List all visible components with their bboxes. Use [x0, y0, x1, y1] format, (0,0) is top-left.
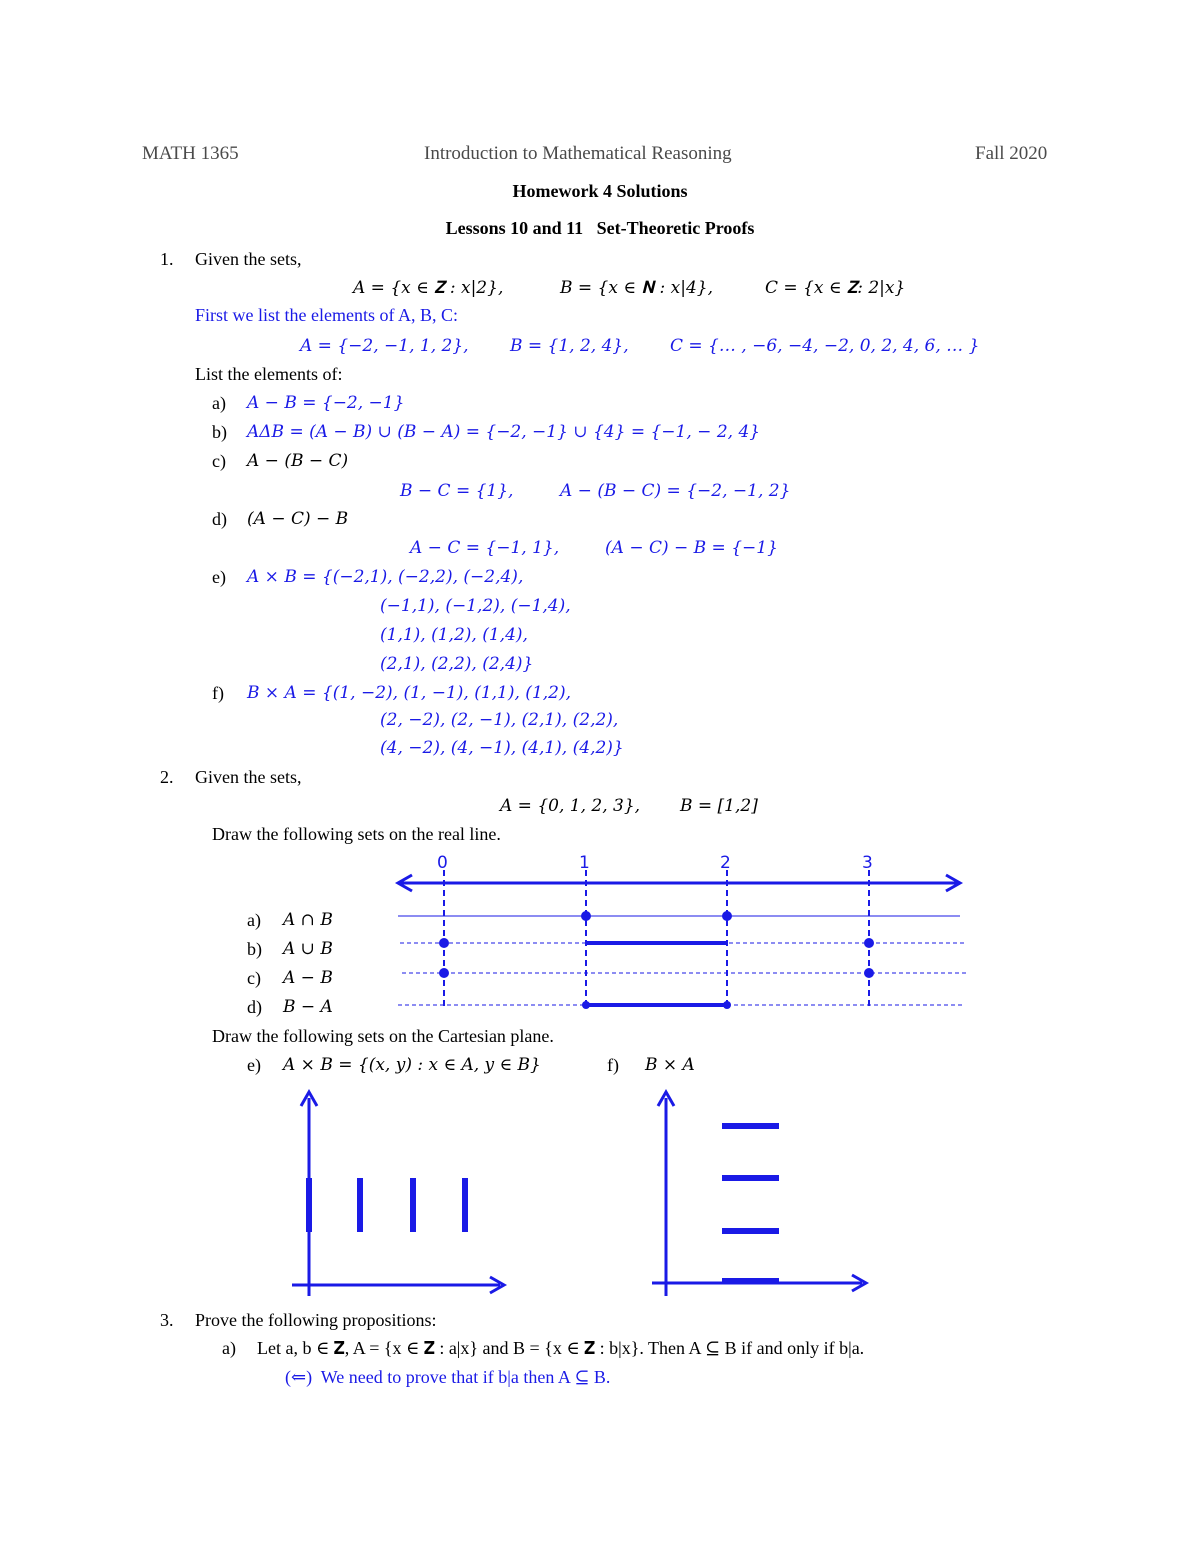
q3a-proof-line: (⇐) We need to prove that if b|a then A ⊆ B. — [285, 1367, 611, 1387]
q3-number: 3. — [160, 1310, 174, 1330]
q2c-expression: A − B — [283, 968, 333, 988]
q1b-label: b) — [212, 422, 227, 442]
q2-draw-real-line: Draw the following sets on the real line. — [212, 824, 501, 844]
q1d-answer-2: (A − C) − B = {−1} — [605, 538, 778, 558]
tick-label-1: 1 — [579, 853, 590, 873]
q1d-expression: (A − C) − B — [247, 509, 349, 529]
q2a-label: a) — [247, 910, 261, 930]
q1-set-b: B = {x ∈ 𝐍 : x|4}, — [560, 278, 714, 298]
q1-set-a: A = {x ∈ 𝐙 : x|2}, — [353, 278, 504, 298]
q1-set-c: C = {x ∈ 𝐙: 2|x} — [765, 278, 906, 298]
row-c-point-0 — [439, 968, 449, 978]
q1-elements-b: B = {1, 2, 4}, — [510, 336, 629, 356]
q2c-label: c) — [247, 968, 261, 988]
q1f-line-3: (4, −2), (4, −1), (4,1), (4,2)} — [380, 738, 624, 758]
header-course-title: Introduction to Mathematical Reasoning — [424, 143, 732, 164]
q1c-expression: A − (B − C) — [247, 451, 349, 471]
row-d-endpoint-2 — [723, 1001, 731, 1009]
q2b-expression: A ∪ B — [283, 939, 333, 959]
q2-set-b: B = [1,2] — [680, 796, 758, 816]
q1e-line-3: (1,1), (1,2), (1,4), — [380, 625, 528, 645]
q2-number: 2. — [160, 767, 174, 787]
tick-label-3: 3 — [862, 853, 873, 873]
row-c-point-3 — [864, 968, 874, 978]
q2a-expression: A ∩ B — [283, 910, 333, 930]
row-a-point-2 — [722, 911, 732, 921]
row-b-point-0 — [439, 938, 449, 948]
q2f-expression: B × A — [645, 1055, 695, 1075]
row-b-point-3 — [864, 938, 874, 948]
tick-label-0: 0 — [437, 853, 448, 873]
q1c-answer-1: B − C = {1}, — [400, 481, 514, 501]
q1-list-prompt: List the elements of: — [195, 364, 343, 384]
page-subtitle: Lessons 10 and 11 Set-Theoretic Proofs — [445, 218, 755, 238]
page-title: Homework 4 Solutions — [512, 181, 688, 201]
row-a-point-1 — [581, 911, 591, 921]
q1e-label: e) — [212, 567, 226, 587]
row-d-endpoint-1 — [582, 1001, 590, 1009]
q1f-line-1: B × A = {(1, −2), (1, −1), (1,1), (1,2), — [247, 683, 572, 703]
q1-prompt: Given the sets, — [195, 249, 302, 269]
q1b-expression: AΔB = (A − B) ∪ (B − A) = {−2, −1} ∪ {4} = {−1, − 2, 4} — [247, 422, 761, 442]
q2-prompt: Given the sets, — [195, 767, 302, 787]
q1-first-line: First we list the elements of A, B, C: — [195, 305, 458, 325]
q2-set-a: A = {0, 1, 2, 3}, — [500, 796, 641, 816]
q1f-line-2: (2, −2), (2, −1), (2,1), (2,2), — [380, 710, 619, 730]
q1-elements-a: A = {−2, −1, 1, 2}, — [300, 336, 469, 356]
q2e-label: e) — [247, 1055, 261, 1075]
q1d-label: d) — [212, 509, 227, 529]
header-term: Fall 2020 — [975, 143, 1048, 164]
q2-draw-plane: Draw the following sets on the Cartesian plane. — [212, 1026, 554, 1046]
q2e-expression: A × B = {(x, y) : x ∈ A, y ∈ B} — [283, 1055, 541, 1075]
q1c-answer-2: A − (B − C) = {−2, −1, 2} — [560, 481, 791, 501]
tick-label-2: 2 — [720, 853, 731, 873]
q2d-expression: B − A — [283, 997, 333, 1017]
q1d-answer-1: A − C = {−1, 1}, — [410, 538, 560, 558]
header-course: MATH 1365 — [142, 143, 239, 164]
q3a-label: a) — [222, 1338, 236, 1358]
q1-elements-c: C = {… , −6, −4, −2, 0, 2, 4, 6, … } — [670, 336, 980, 356]
q3-prompt: Prove the following propositions: — [195, 1310, 437, 1330]
q2f-label: f) — [607, 1055, 619, 1075]
q1-number: 1. — [160, 249, 174, 269]
q2b-label: b) — [247, 939, 262, 959]
q1c-label: c) — [212, 451, 226, 471]
q2d-label: d) — [247, 997, 262, 1017]
q1e-line-1: A × B = {(−2,1), (−2,2), (−2,4), — [247, 567, 524, 587]
q1a-label: a) — [212, 393, 226, 413]
q1a-expression: A − B = {−2, −1} — [247, 393, 405, 413]
q3a-text: Let a, b ∈ 𝐙, A = {x ∈ 𝐙 : a|x} and B = {x ∈ 𝐙 : b|x}. Then A ⊆ B if and only if b|a. — [257, 1338, 865, 1358]
q1f-label: f) — [212, 683, 224, 703]
q1e-line-4: (2,1), (2,2), (2,4)} — [380, 654, 534, 674]
q1e-line-2: (−1,1), (−1,2), (−1,4), — [380, 596, 571, 616]
